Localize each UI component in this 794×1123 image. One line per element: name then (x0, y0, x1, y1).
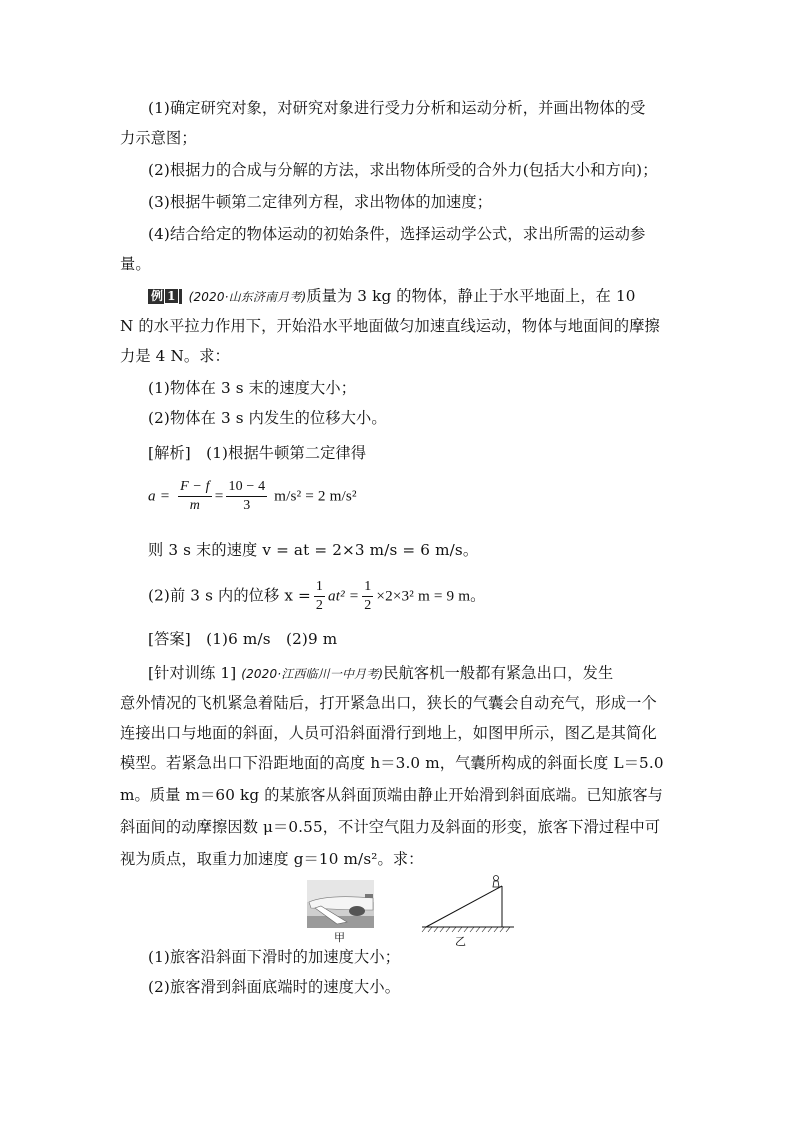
solution-velocity: 则 3 s 末的速度 v = at = 2×3 m/s = 6 m/s。 (148, 541, 479, 559)
training-question-2: (2)旅客滑到斜面底端时的速度大小。 (148, 978, 401, 996)
example-question-2: (2)物体在 3 s 内发生的位移大小。 (148, 409, 387, 427)
training-line-2: 意外情况的飞机紧急着陆后，打开紧急出口，狭长的气囊会自动充气，形成一个 (120, 694, 657, 712)
solution-eq-2 (148, 578, 486, 615)
eq-result: m/s² = 2 m/s² (270, 487, 357, 505)
solution-answer: [答案] (1)6 m/s (2)9 m (148, 630, 338, 648)
eq2-mid: at² = (328, 587, 360, 605)
incline-diagram (418, 872, 518, 936)
figure-a-caption: 甲 (334, 931, 345, 944)
training-line-1 (148, 663, 613, 684)
eq2-result: ×2×3² m = 9 m。 (376, 587, 486, 605)
step-4-line-1: (4)结合给定的物体运动的初始条件，选择运动学公式，求出所需的运动参 (148, 225, 646, 243)
step-1-line-1: (1)确定研究对象，对研究对象进行受力分析和运动分析，并画出物体的受 (148, 99, 646, 117)
step-4-line-2: 量。 (120, 255, 151, 273)
figure-b-caption: 乙 (455, 935, 466, 948)
eq2-prefix: (2)前 3 s 内的位移 x = (148, 586, 311, 605)
airplane-slide-photo (307, 880, 374, 928)
example-question-1: (1)物体在 3 s 末的速度大小； (148, 379, 357, 397)
fraction-half-2: $\frac{1}{2}$ (364, 579, 372, 613)
eq-sign: = (214, 487, 224, 505)
eq-lhs: a = (148, 487, 171, 505)
example-1-line-1 (148, 286, 636, 307)
example-1-line-2: N 的水平拉力作用下，开始沿水平地面做匀加速直线运动，物体与地面间的摩擦 (120, 317, 660, 335)
solution-head: [解析] (1)根据牛顿第二定律得 (148, 444, 367, 462)
training-head: [针对训练 1] (148, 664, 237, 682)
example-text-1: 质量为 3 kg 的物体，静止于水平地面上，在 10 (306, 287, 636, 305)
training-source: (2020·江西临川一中月考) (241, 667, 384, 681)
step-3: (3)根据牛顿第二定律列方程，求出物体的加速度； (148, 193, 493, 211)
example-source: (2020·山东济南月考) (188, 290, 307, 304)
example-tag: 例 1 (148, 289, 182, 304)
training-line-4: 模型。若紧急出口下沿距地面的高度 h＝3.0 m，气囊所构成的斜面长度 L＝5.0 (120, 754, 664, 772)
fraction-10-minus-4-over-3: $\frac{10 - 4}{3}$ (228, 479, 266, 513)
training-line-6: 斜面间的动摩擦因数 μ＝0.55，不计空气阻力及斜面的形变，旅客下滑过程中可 (120, 818, 661, 836)
example-1-line-3: 力是 4 N。求： (120, 347, 230, 365)
step-1-line-2: 力示意图； (120, 129, 197, 147)
training-line-3: 连接出口与地面的斜面，人员可沿斜面滑行到地上，如图甲所示，图乙是其简化 (120, 724, 657, 742)
training-line-7: 视为质点，取重力加速度 g＝10 m/s²。求： (120, 850, 424, 868)
training-line-5: m。质量 m＝60 kg 的某旅客从斜面顶端由静止开始滑到斜面底端。已知旅客与 (120, 786, 664, 804)
training-text-1: 民航客机一般都有紧急出口，发生 (383, 664, 614, 682)
fraction-half-1: $\frac{1}{2}$ (315, 579, 324, 613)
training-question-1: (1)旅客沿斜面下滑时的加速度大小； (148, 948, 401, 966)
fraction-f-minus-f-over-m: $\frac{F - f}{m}$ (180, 479, 210, 513)
solution-eq-1 (148, 478, 357, 515)
step-2: (2)根据力的合成与分解的方法，求出物体所受的合外力(包括大小和方向)； (148, 161, 658, 179)
